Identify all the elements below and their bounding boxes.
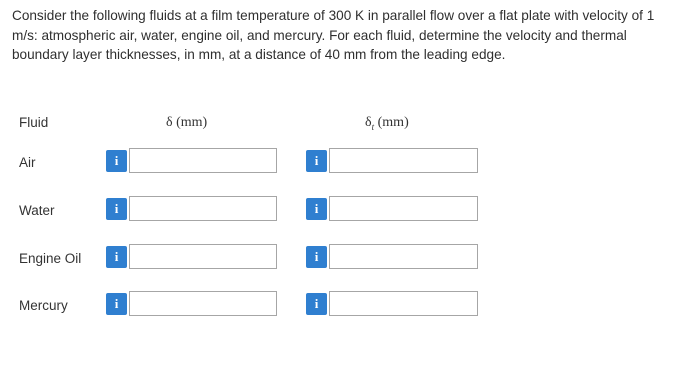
info-icon[interactable]: i [306,150,327,172]
info-icon[interactable]: i [306,246,327,268]
info-icon[interactable]: i [106,246,127,268]
fluid-label: Air [19,155,36,170]
column-header-thermal-boundary-layer [365,115,409,132]
column-header-fluid: Fluid [19,115,49,130]
delta-t-input-engine-oil[interactable] [329,244,478,269]
delta-input-air[interactable] [129,148,277,173]
column-header-velocity-boundary-layer: δ (mm) [166,115,208,130]
delta-t-subscript: t [371,121,375,132]
fluid-label: Mercury [19,298,68,313]
delta-t-unit: (mm) [374,115,409,130]
delta-input-mercury[interactable] [129,291,277,316]
delta-t-symbol: δ [365,115,372,130]
fluid-label: Water [19,203,55,218]
info-icon[interactable]: i [306,198,327,220]
table-row-air [0,148,679,178]
delta-input-engine-oil[interactable] [129,244,277,269]
delta-input-water[interactable] [129,196,277,221]
table-row-mercury [0,291,679,321]
question-text: Consider the following fluids at a film temperature of 300 K in parallel flow over a flat plate with velocity of 1 m/s: atmospheric air, water, engine oil, and mercury. For each fluid, determine the velocity and thermal boundary layer thicknesses, in mm, at a distance of 40 mm from the leading edge. [12,8,655,62]
info-icon[interactable]: i [106,293,127,315]
delta-t-input-mercury[interactable] [329,291,478,316]
info-icon[interactable]: i [306,293,327,315]
info-icon[interactable]: i [106,198,127,220]
table-row-engine-oil [0,244,679,274]
table-row-water [0,196,679,226]
fluid-label: Engine Oil [19,251,82,266]
delta-t-input-water[interactable] [329,196,478,221]
info-icon[interactable]: i [106,150,127,172]
delta-t-input-air[interactable] [329,148,478,173]
